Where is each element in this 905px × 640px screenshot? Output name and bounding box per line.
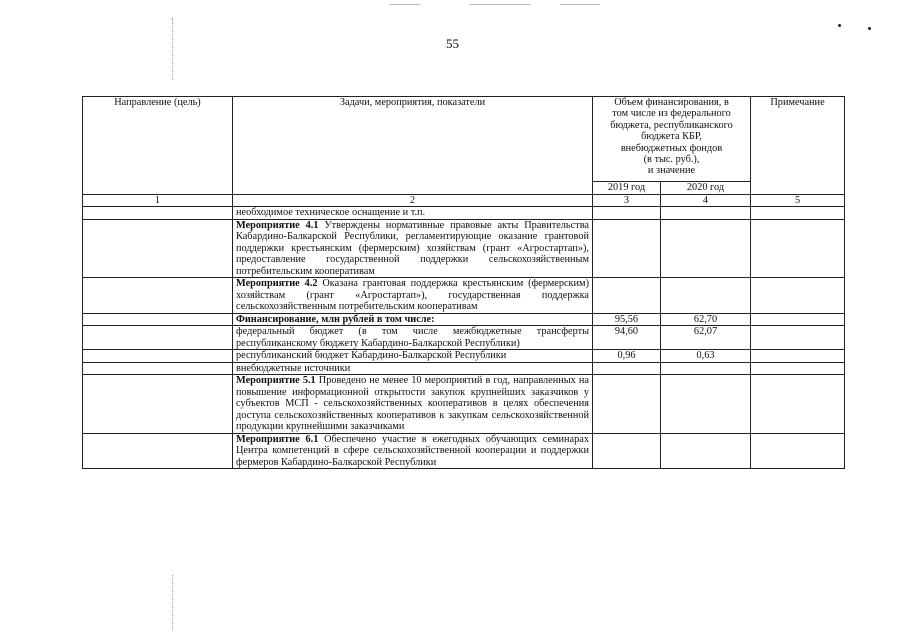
- table-row: [83, 433, 845, 469]
- republic-budget-2019: 0,96: [593, 350, 661, 363]
- header-note: Примечание: [751, 97, 845, 195]
- scan-artifact: [560, 4, 600, 5]
- row-text: необходимое техническое оснащение и т.п.: [233, 207, 593, 220]
- column-number: 5: [751, 194, 845, 207]
- financing-total-2019: 95,56: [593, 313, 661, 326]
- header-year-2019: 2019 год: [593, 182, 661, 195]
- page-number: 55: [446, 36, 459, 51]
- table-row: [83, 326, 845, 350]
- scan-fold-line: [172, 575, 173, 630]
- header-financing-line: внебюджетных фондов: [620, 142, 723, 154]
- scan-speck: [868, 27, 871, 30]
- republic-budget-label: республиканский бюджет Кабардино-Балкарской Республики: [233, 350, 593, 363]
- scan-artifact: [470, 4, 530, 5]
- table-row: [83, 219, 845, 278]
- header-year-2020: 2020 год: [661, 182, 751, 195]
- table-header-row: [83, 97, 845, 182]
- table-row: [83, 375, 845, 434]
- measure-title: Мероприятие 4.2: [236, 278, 318, 289]
- header-financing-line: бюджета КБР,: [641, 131, 702, 143]
- column-number: 1: [83, 194, 233, 207]
- header-financing-line: (в тыс. руб.),: [643, 154, 700, 166]
- measure-text: Обеспечено участие в ежегодных обучающих семинарах Центра компетенций в сфере сельскохозяйственной кооперации и поддержки фермеров Кабардино-Балкарской Республики: [236, 433, 589, 468]
- measure-title: Мероприятие 6.1: [236, 433, 319, 445]
- measure-text: Утверждены нормативные правовые акты Правительства Кабардино-Балкарской Республики, регламентирующие оказание грантовой поддержки крестьянским (фермерским) хозяйствам (грант «Агростартап»), предоставление государственной поддержки сельскохозяйственным потребительским кооперативам: [236, 219, 589, 277]
- extrabudgetary-label: внебюджетные источники: [233, 362, 593, 375]
- financing-total-2020: 62,70: [661, 313, 751, 326]
- table-row: [83, 362, 845, 375]
- header-financing-line: Объем финансирования, в: [614, 97, 729, 108]
- table-row: [83, 313, 845, 326]
- financing-total-label: Финансирование, млн рублей в том числе:: [233, 313, 593, 326]
- measure-6-1: [233, 433, 593, 469]
- measure-title: Мероприятие 5.1: [236, 375, 316, 386]
- header-financing-line: бюджета, республиканского: [610, 119, 733, 131]
- table-row: [83, 207, 845, 220]
- measure-text: Оказана грантовая поддержка крестьянским (фермерским) хозяйствам (грант «Агростартап»), государственная поддержка сельскохозяйственным потребительским кооперативам: [236, 278, 590, 312]
- scan-artifact: [390, 4, 420, 5]
- measure-4-2: [233, 278, 593, 314]
- column-number: 4: [661, 194, 751, 207]
- column-number-row: [83, 194, 845, 207]
- federal-budget-label: федеральный бюджет (в том числе межбюджетные трансферты республиканскому бюджету Кабардино-Балкарской Республики): [233, 326, 593, 350]
- measure-title: Мероприятие 4.1: [236, 219, 319, 231]
- table-row: [83, 350, 845, 363]
- header-financing: [593, 97, 751, 182]
- republic-budget-2020: 0,63: [661, 350, 751, 363]
- column-number: 2: [233, 194, 593, 207]
- header-financing-line: и значение: [647, 165, 696, 177]
- column-number: 3: [593, 194, 661, 207]
- program-table: [82, 96, 845, 469]
- header-tasks: Задачи, мероприятия, показатели: [233, 97, 593, 195]
- measure-4-1: [233, 219, 593, 278]
- measure-text: Проведено не менее 10 мероприятий в год, направленных на повышение информационной открытости закупок крупнейших заказчиков у субъектов МСП - сельскохозяйственных кооперативов в целях обеспечения доступа сельскохозяйственных кооперативов к закупкам сельскохозяйственной продукции крупнейшими заказчиками: [236, 375, 589, 432]
- measure-5-1: [233, 375, 593, 434]
- scan-speck: [838, 24, 841, 27]
- federal-budget-2020: 62,07: [661, 326, 751, 350]
- header-direction: Направление (цель): [83, 97, 233, 195]
- header-financing-line: том числе из федерального: [612, 108, 731, 120]
- federal-budget-2019: 94,60: [593, 326, 661, 350]
- table-row: [83, 278, 845, 314]
